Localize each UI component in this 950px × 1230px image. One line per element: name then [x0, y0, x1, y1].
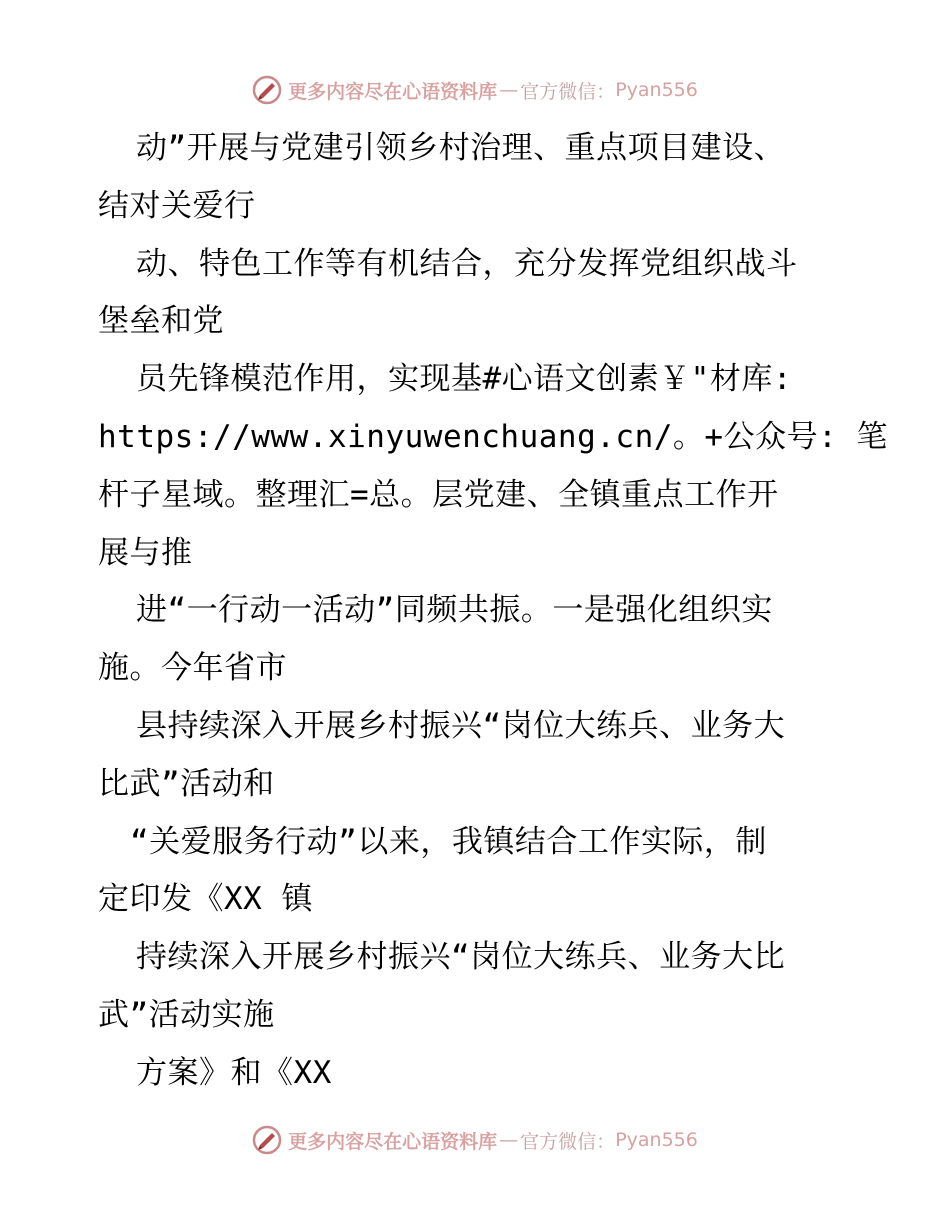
text-line: 施。今年省市: [98, 650, 287, 687]
watermark-text: 更多内容尽在心语资料库: [288, 1130, 498, 1153]
header-watermark: [0, 70, 950, 110]
text-line: “关爱服务行动”以来，我镇结合工作实际，制: [130, 823, 767, 860]
logo-icon: [252, 1125, 282, 1155]
watermark-wechat-label: 官方微信：: [520, 80, 616, 103]
watermark-text: 更多内容尽在心语资料库: [288, 80, 498, 103]
watermark-wechat-id: Pyan556: [615, 1129, 698, 1151]
text-line: https://www.xinyuwenchuang.cn/。+公众号: 笔: [98, 418, 888, 455]
text-line: 定印发《XX 镇: [98, 881, 313, 918]
watermark-dash: —: [499, 1129, 519, 1151]
text-line: 进“一行动一活动”同频共振。一是强化组织实: [136, 592, 773, 629]
document-body: [98, 120, 888, 1103]
watermark-wechat-id: Pyan556: [615, 79, 698, 101]
text-line: 结对关爱行: [98, 187, 256, 224]
text-line: 方案》和《XX: [136, 1054, 332, 1091]
text-line: 动”开展与党建引领乡村治理、重点项目建设、: [136, 130, 786, 166]
footer-watermark: [0, 1120, 950, 1160]
text-line: 展与推: [98, 534, 193, 571]
text-line: 杆子星域。整理汇=总。层党建、全镇重点工作开: [98, 476, 779, 513]
text-line: 动、特色工作等有机结合，充分发挥党组织战斗: [136, 245, 798, 282]
text-line: 堡垒和党: [98, 303, 224, 340]
text-line: 持续深入开展乡村振兴“岗位大练兵、业务大比: [136, 939, 786, 976]
text-line: 县持续深入开展乡村振兴“岗位大练兵、业务大: [136, 707, 786, 744]
watermark-dash: —: [499, 79, 519, 101]
text-line: 员先锋模范作用，实现基#心语文创素￥"材库:: [136, 361, 792, 398]
text-line: 比武”活动和: [98, 765, 275, 802]
logo-icon: [252, 75, 282, 105]
text-line: 武”活动实施: [98, 996, 275, 1033]
watermark-wechat-label: 官方微信：: [520, 1130, 616, 1153]
